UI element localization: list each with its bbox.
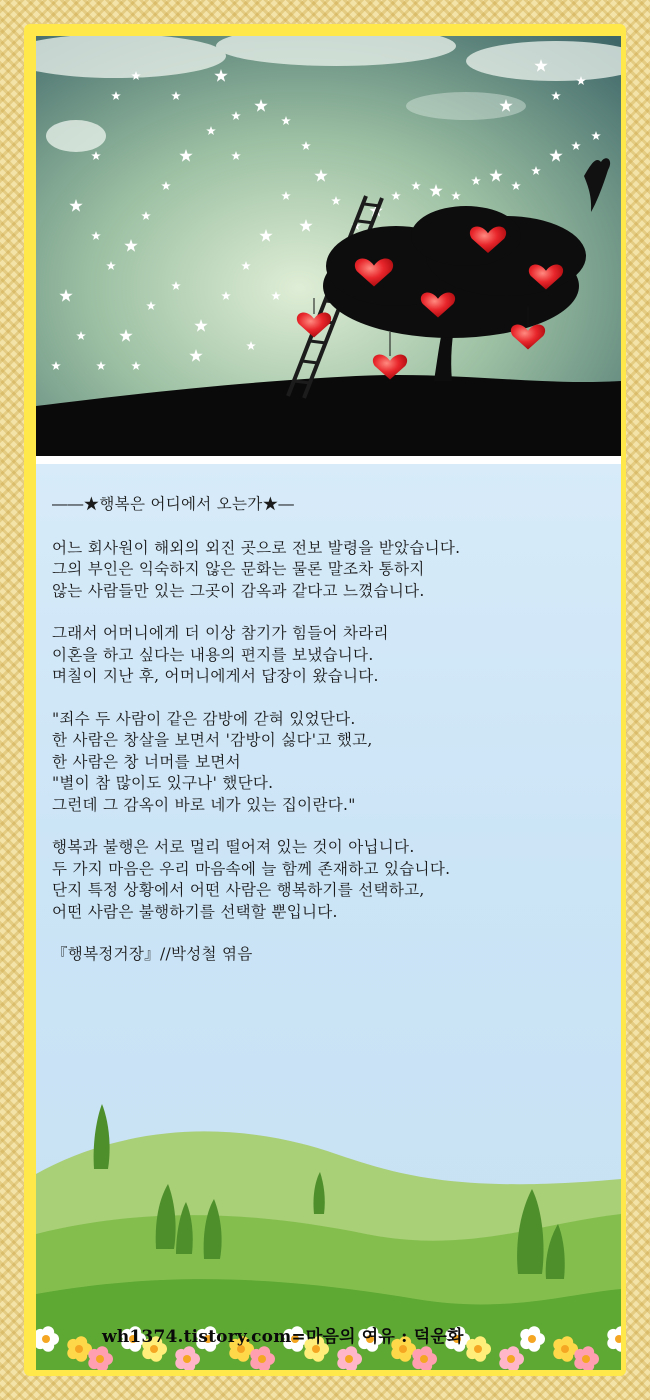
paragraph-line: 단지 특정 상황에서 어떤 사람은 행복하기를 선택하고, (52, 881, 425, 899)
paragraph (52, 837, 612, 923)
paragraph-line: 그런데 그 감옥이 바로 네가 있는 집이란다." (52, 795, 356, 814)
card (36, 36, 621, 1370)
tree-heart-illustration (36, 36, 621, 456)
paragraph-line: 한 사람은 창살을 보면서 '감방이 싫다'고 했고, (52, 731, 373, 749)
paragraph-line: 며칠이 지난 후, 어머니에게서 답장이 왔습니다. (52, 667, 379, 685)
paragraph-line: 어떤 사람은 불행하기를 선택할 뿐입니다. (52, 902, 338, 921)
text-panel (36, 464, 621, 1370)
article-body (52, 538, 612, 924)
paragraph-line: 그래서 어머니에게 더 이상 참기가 힘들어 차라리 (52, 624, 389, 642)
site-credit: wh1374.tistory.com=마음의 여유 : 덕운화 (102, 1327, 464, 1347)
paragraph-line: 이혼을 하고 싶다는 내용의 편지를 보냈습니다. (52, 645, 374, 664)
divider (36, 456, 621, 464)
paragraph (52, 538, 612, 603)
paragraph-line: "죄수 두 사람이 같은 감방에 갇혀 있었단다. (52, 709, 356, 728)
paragraph-line: 두 가지 마음은 우리 마음속에 늘 함께 존재하고 있습니다. (52, 859, 451, 878)
article-title: ――★행복은 어디에서 오는가★― (52, 495, 295, 513)
paragraph (52, 623, 612, 688)
article (52, 494, 612, 966)
paragraph (52, 709, 612, 817)
article-source: 『행복정거장』//박성철 엮음 (52, 945, 253, 963)
paragraph-line: 어느 회사원이 해외의 외진 곳으로 전보 발령을 받았습니다. (52, 538, 461, 557)
paragraph-line: "별이 참 많이도 있구나' 했단다. (52, 774, 274, 792)
paragraph-line: 행복과 불행은 서로 멀리 떨어져 있는 것이 아닙니다. (52, 838, 415, 856)
paragraph-line: 않는 사람들만 있는 그곳이 감옥과 같다고 느꼈습니다. (52, 581, 425, 600)
paragraph-line: 그의 부인은 익숙하지 않은 문화는 물론 말조차 통하지 (52, 560, 425, 578)
paragraph-line: 한 사람은 창 너머를 보면서 (52, 752, 241, 771)
